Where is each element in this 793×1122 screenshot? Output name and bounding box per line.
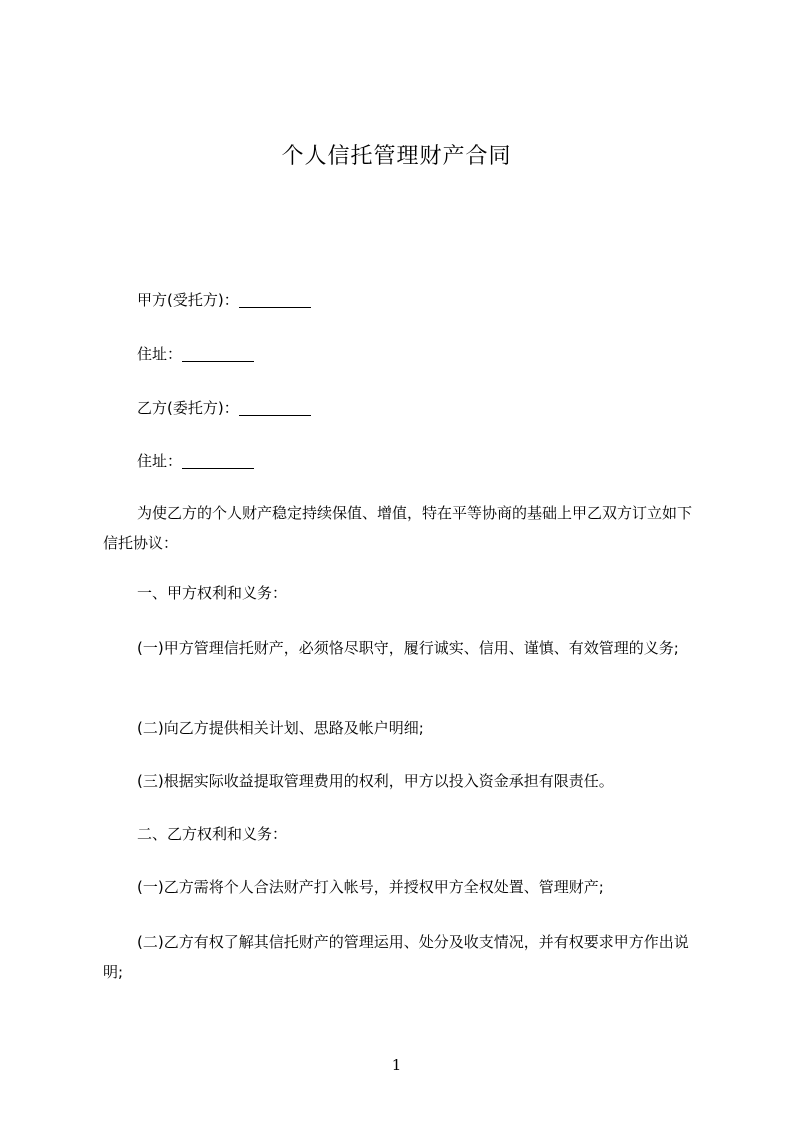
section1-item2: (二)向乙方提供相关计划、思路及帐户明细; [137, 719, 424, 737]
party-a-line [103, 285, 703, 315]
section2-item1: (一)乙方需将个人合法财产打入帐号，并授权甲方全权处置、管理财产; [137, 878, 604, 896]
party-a-address-line [103, 339, 703, 369]
party-a-address-blank [182, 343, 254, 362]
document-title: 个人信托管理财产合同 [281, 144, 512, 169]
section2-heading: 二、乙方权利和义务： [137, 825, 288, 843]
party-b-address-blank [182, 450, 254, 469]
section1-item1: (一)甲方管理信托财产，必须恪尽职守，履行诚实、信用、谨慎、有效管理的义务; [137, 639, 679, 657]
party-a-address-label: 住址： [137, 345, 183, 363]
section2-item2: (二)乙方有权了解其信托财产的管理运用、处分及收支情况，并有权要求甲方作出说明; [103, 933, 689, 981]
party-a-name-blank [239, 289, 311, 308]
party-b-label: 乙方(委托方)： [137, 399, 239, 417]
section1-heading: 一、甲方权利和义务： [137, 584, 288, 602]
page-number: 1 [391, 1056, 402, 1074]
party-b-line [103, 393, 703, 423]
party-b-address-label: 住址： [137, 452, 183, 470]
party-b-name-blank [239, 397, 311, 416]
intro-paragraph: 为使乙方的个人财产稳定持续保值、增值，特在平等协商的基础上甲乙双方订立如下信托协议： [103, 504, 693, 552]
party-b-address-line [103, 446, 703, 476]
section1-item3: (三)根据实际收益提取管理费用的权利，甲方以投入资金承担有限责任。 [137, 772, 614, 790]
party-a-label: 甲方(受托方)： [137, 291, 239, 309]
